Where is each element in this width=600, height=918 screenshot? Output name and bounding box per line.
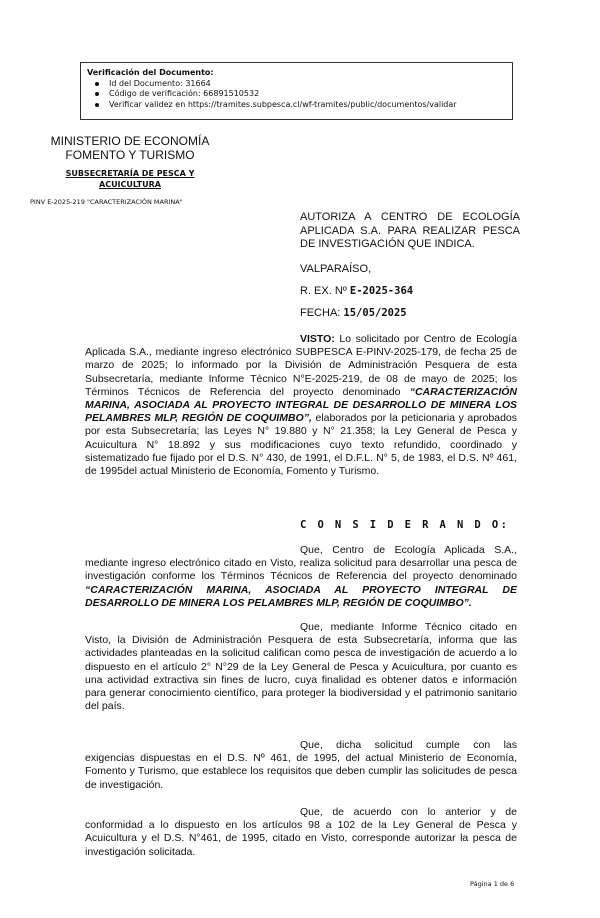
- resolution-number: R. EX. Nº E-2025-364: [300, 285, 414, 297]
- considerando-paragraph-4: Que, de acuerdo con lo anterior y de conformidad a lo dispuesto en los artículos 98 a 102 de la Ley General de Pesca y Acuicultura y el D.S. N°461, de 1995, citado en Visto, corresponde autorizar la pesca de investigación solicitada.: [85, 806, 517, 858]
- project-name: “CARACTERIZACIÓN MARINA, ASOCIADA AL PROYECTO INTEGRAL DE DESARROLLO DE MINERA LOS PELAMBRES MLP, REGIÓN DE COQUIMBO”.: [85, 583, 517, 609]
- project-name: “CARACTERIZACIÓN MARINA, ASOCIADA AL PROYECTO INTEGRAL DE DESARROLLO DE MINERA LOS PELAMBRES MLP, REGIÓN DE COQUIMBO”,: [85, 385, 518, 425]
- verification-code: Código de verificación: 66891510532: [109, 89, 512, 100]
- verification-box: [80, 62, 513, 120]
- considerando-paragraph-2: Que, mediante Informe Técnico citado en Visto, la División de Administración Pesquera de esta Subsecretaría, informa que las actividades planteadas en la solicitud califican como pesca de investigación de acuerdo a lo dispuesto en el artículo 2° N°29 de la Ley General de Pesca y Acuicultura, por cuanto es una actividad extractiva sin fines de lucro, cuya finalidad es obtener datos e información para generar conocimiento científico, para proteger la biodiversidad y el patrimonio sanitario del país.: [85, 621, 517, 713]
- considerando-paragraph-1: Que, Centro de Ecología Aplicada S.A., mediante ingreso electrónico citado en Visto, realiza solicitud para desarrollar una pesca de investigación conforme los Términos Técnicos de Referencia del proyecto denominado “CARACTERIZACIÓN MARINA, ASOCIADA AL PROYECTO INTEGRAL DE DESARROLLO DE MINERA LOS PELAMBRES MLP, REGIÓN DE COQUIMBO”.: [85, 544, 517, 609]
- document-id: Id del Documento: 31664: [109, 79, 512, 90]
- verification-url[interactable]: Verificar validez en https://tramites.subpesca.cl/wf-tramites/public/documentos/validar: [109, 100, 512, 111]
- page-number: Página 1 de 6: [470, 880, 515, 888]
- bullet-icon: [95, 103, 99, 107]
- resolution-date: FECHA: 15/05/2025: [300, 307, 407, 319]
- resolution-subject: AUTORIZA A CENTRO DE ECOLOGÍA APLICADA S.A. PARA REALIZAR PESCA DE INVESTIGACIÓN QUE INDICA.: [300, 211, 520, 250]
- resolution-city: VALPARAÍSO,: [300, 263, 372, 275]
- subsecretaria-header: SUBSECRETARÍA DE PESCA Y ACUICULTURA: [65, 169, 195, 189]
- visto-paragraph: VISTO: Lo solicitado por Centro de Ecología Aplicada S.A., mediante ingreso electrónico SUBPESCA E-PINV-2025-179, de fecha 25 de marzo de 2025; lo informado por la División de Administración Pesquera de esta Subsecretaría, mediante Informe Técnico N°E-2025-219, de 08 de mayo de 2025; los Términos Técnicos de Referencia del proyecto denominado “CARACTERIZACIÓN MARINA, ASOCIADA AL PROYECTO INTEGRAL DE DESARROLLO DE MINERA LOS PELAMBRES MLP, REGIÓN DE COQUIMBO”, elaborados por la peticionaria y aprobados por esta Subsecretaría; las Leyes N° 19.880 y N° 21.358; la Ley General de Pesca y Acuicultura N° 18.892 y sus modificaciones cuyo texto refundido, coordinado y sistematizado fue fijado por el D.S. N° 430, de 1991, el D.F.L. N° 5, de 1983, el D.S. Nº 461, de 1995del actual Ministerio de Economía, Fomento y Turismo.: [85, 333, 518, 478]
- considerando-heading: C O N S I D E R A N D O:: [300, 519, 510, 531]
- bullet-icon: [95, 82, 99, 86]
- bullet-icon: [95, 92, 99, 96]
- verification-title: Verificación del Documento:: [87, 68, 214, 77]
- ministry-header: MINISTERIO DE ECONOMÍA FOMENTO Y TURISMO: [50, 134, 210, 162]
- verification-list: [87, 79, 512, 111]
- pinv-reference: PINV E-2025-219 "CARACTERIZACIÓN MARINA": [30, 198, 183, 206]
- considerando-paragraph-3: Que, dicha solicitud cumple con las exigencias dispuestas en el D.S. Nº 461, de 1995, del actual Ministerio de Economía, Fomento y Turismo, que establece los requisitos que deben cumplir las solicitudes de pesca de investigación.: [85, 739, 517, 791]
- visto-label: VISTO:: [300, 333, 335, 345]
